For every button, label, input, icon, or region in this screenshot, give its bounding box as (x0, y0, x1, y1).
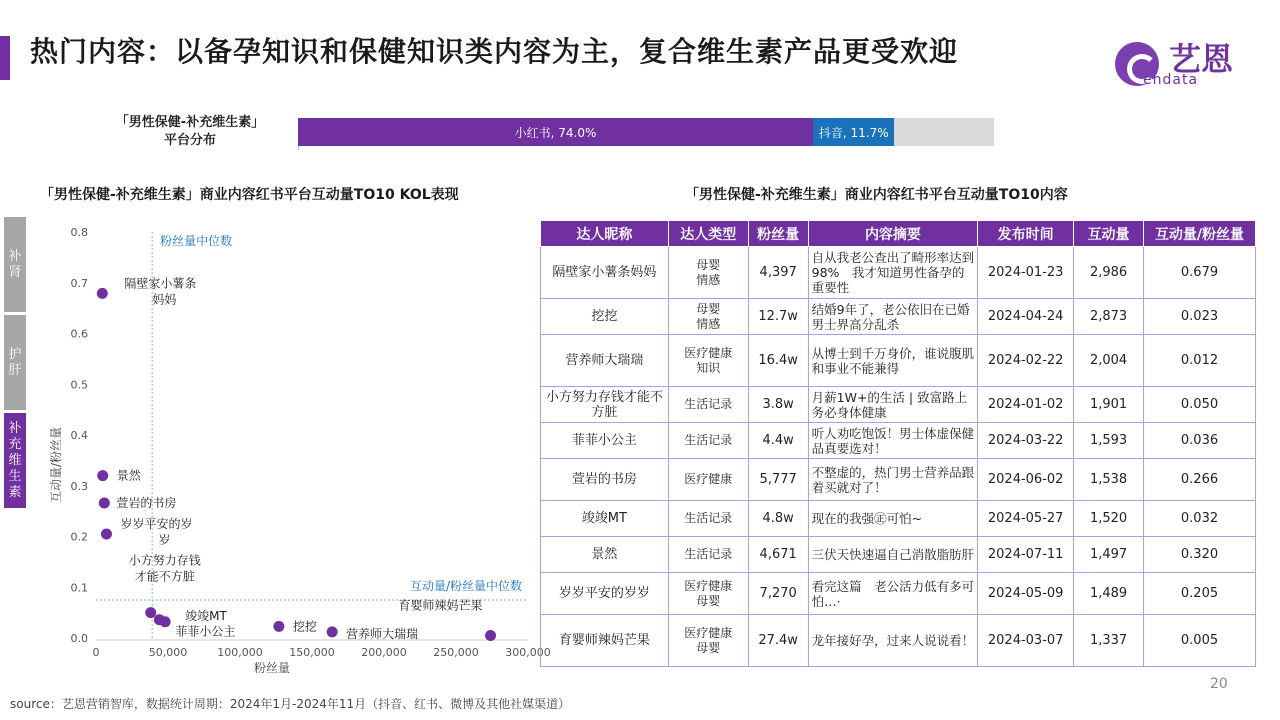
table-cell: 2024-01-23 (978, 247, 1074, 299)
table-cell: 2024-02-22 (978, 335, 1074, 387)
table-cell: 0.023 (1144, 299, 1256, 335)
table-cell: 0.205 (1144, 573, 1256, 615)
x-tick-label: 250,000 (433, 646, 479, 659)
side-tab-1[interactable] (4, 315, 26, 410)
table-cell: 生活记录 (668, 501, 748, 537)
x-axis-title: 粉丝量 (253, 661, 291, 675)
data-point (145, 607, 156, 618)
x-tick-label: 150,000 (289, 646, 335, 659)
table-cell: 萱岩的书房 (541, 459, 669, 501)
table-cell: 医疗健康 知识 (668, 335, 748, 387)
table-cell: 岁岁平安的岁岁 (541, 573, 669, 615)
y-tick-label: 0.7 (70, 276, 88, 290)
table-cell: 2,004 (1074, 335, 1144, 387)
page-title: 热门内容：以备孕知识和保健知识类内容为主，复合维生素产品更受欢迎 (30, 35, 959, 68)
side-tab-label: 护 肝 (8, 346, 22, 378)
x-tick-label: 200,000 (361, 646, 407, 659)
table-cell: 4,397 (748, 247, 808, 299)
data-point-label: 挖挖 (292, 619, 317, 634)
table-cell: 看完这篇 老公活力低有多可怕…· (808, 573, 978, 615)
table-cell: 2024-03-22 (978, 423, 1074, 459)
data-point (485, 630, 496, 641)
table-cell: 龙年接好孕，过来人说说看！ (808, 615, 978, 667)
table-row (541, 537, 1256, 573)
table-cell: 4.4w (748, 423, 808, 459)
logo-text-cn: 艺恩 (1169, 40, 1234, 78)
table-cell: 挖挖 (541, 299, 669, 335)
brand-logo (1115, 38, 1245, 90)
table-cell: 三伏天快速逼自己消散脂肪肝 (808, 537, 978, 573)
y-tick-label: 0.6 (70, 327, 88, 341)
table-header-cell: 内容摘要 (808, 221, 978, 247)
table-cell: 27.4w (748, 615, 808, 667)
y-axis-title: 互动量/粉丝量 (49, 426, 63, 504)
table-header-cell: 达人昵称 (541, 221, 669, 247)
table-cell: 母婴 情感 (668, 299, 748, 335)
table-header-cell: 达人类型 (668, 221, 748, 247)
table-row (541, 501, 1256, 537)
table-cell: 母婴 情感 (668, 247, 748, 299)
table-header-row (541, 221, 1256, 247)
platform-segment-1: 抖音, 11.7% (813, 118, 894, 146)
table-cell: 0.012 (1144, 335, 1256, 387)
table-cell: 医疗健康 (668, 459, 748, 501)
table-cell: 2024-06-02 (978, 459, 1074, 501)
table-cell: 结婚9年了，老公依旧在已婚男士界高分乱杀 (808, 299, 978, 335)
table-row (541, 299, 1256, 335)
platform-segment-0: 小红书, 74.0% (298, 118, 813, 146)
table-cell: 0.032 (1144, 501, 1256, 537)
platform-distribution-label-line1: 「男性保健-补充维生素」 (115, 115, 265, 130)
x-tick-label: 50,000 (148, 646, 188, 659)
y-tick-label: 0.3 (70, 479, 88, 493)
table-cell: 2024-05-27 (978, 501, 1074, 537)
table-cell: 自从我老公查出了畸形率达到98% 我才知道男性备孕的重要性 (808, 247, 978, 299)
table-cell: 0.050 (1144, 387, 1256, 423)
table-cell: 2,986 (1074, 247, 1144, 299)
table-cell: 营养师大瑞瑞 (541, 335, 669, 387)
table-cell: 16.4w (748, 335, 808, 387)
table-cell: 育婴师辣妈芒果 (541, 615, 669, 667)
table-row (541, 573, 1256, 615)
platform-distribution-bar (298, 118, 994, 146)
data-point-label: 小方努力存钱 (128, 553, 201, 568)
table-cell: 3.8w (748, 387, 808, 423)
table-cell: 2024-05-09 (978, 573, 1074, 615)
table-cell: 0.679 (1144, 247, 1256, 299)
table-cell: 生活记录 (668, 387, 748, 423)
table-row (541, 335, 1256, 387)
x-tick-label: 300,000 (505, 646, 551, 659)
platform-distribution-label (80, 114, 300, 150)
median-y-label: 互动量/粉丝量中位数 (409, 578, 522, 593)
table-row (541, 459, 1256, 501)
table-cell: 不整虚的，热门男士营养品跟着买就对了！ (808, 459, 978, 501)
data-point-label: 岁 (158, 532, 171, 547)
table-cell: 生活记录 (668, 423, 748, 459)
table-cell: 竣竣MT (541, 501, 669, 537)
table-row (541, 615, 1256, 667)
data-point (101, 528, 112, 539)
source-note: source：艺恩营销智库，数据统计周期：2024年1月-2024年11月（抖音、红书、微博及其他社媒渠道） (10, 697, 571, 711)
y-tick-label: 0.0 (70, 632, 88, 645)
table-cell: 景然 (541, 537, 669, 573)
data-point (97, 470, 108, 481)
table-cell: 隔壁家小薯条妈妈 (541, 247, 669, 299)
table-header-cell: 互动量/粉丝量 (1144, 221, 1256, 247)
table-cell: 从博士到千万身价，谁说腹肌和事业不能兼得 (808, 335, 978, 387)
table-cell: 生活记录 (668, 537, 748, 573)
table-cell: 7,270 (748, 573, 808, 615)
table-cell: 2,873 (1074, 299, 1144, 335)
side-tab-2[interactable] (4, 413, 26, 508)
data-point-label: 育婴师辣妈芒果 (398, 598, 483, 613)
table-cell: 1,538 (1074, 459, 1144, 501)
title-accent-bar (0, 36, 10, 80)
table-cell: 2024-01-02 (978, 387, 1074, 423)
y-tick-label: 0.4 (70, 429, 88, 442)
table-row (541, 387, 1256, 423)
table-cell: 2024-04-24 (978, 299, 1074, 335)
side-tab-label: 补 充 维 生 素 (8, 420, 22, 500)
table-header-cell: 发布时间 (978, 221, 1074, 247)
table-row (541, 247, 1256, 299)
table-cell: 12.7w (748, 299, 808, 335)
table-cell: 医疗健康 母婴 (668, 573, 748, 615)
table-cell: 现在的我强㊣可怕~ (808, 501, 978, 537)
data-point-label: 营养师大瑞瑞 (346, 626, 419, 641)
data-point-label: 菲菲小公主 (175, 624, 236, 639)
data-point-label: 岁岁平安的岁 (120, 516, 193, 531)
table-header-cell: 粉丝量 (748, 221, 808, 247)
table-cell: 1,489 (1074, 573, 1144, 615)
logo-text-en: endata (1143, 72, 1199, 88)
table-cell: 1,337 (1074, 615, 1144, 667)
table-cell: 0.005 (1144, 615, 1256, 667)
data-point-label: 才能不方脏 (134, 569, 195, 584)
data-point (97, 288, 108, 299)
side-tab-label: 补 肾 (8, 248, 22, 280)
data-point (154, 614, 165, 625)
data-point-label: 景然 (116, 468, 141, 483)
data-point-label: 隔壁家小薯条 (124, 276, 197, 291)
table-cell: 2024-03-07 (978, 615, 1074, 667)
table-header-cell: 互动量 (1074, 221, 1144, 247)
side-tab-0[interactable] (4, 217, 26, 312)
table-title: 「男性保健-补充维生素」商业内容红书平台互动量TO10内容 (685, 187, 1068, 203)
table-cell: 4.8w (748, 501, 808, 537)
data-point-label: 萱岩的书房 (116, 496, 177, 511)
table-cell: 听人劝吃饱饭！男士体虚保健品真要选对！ (808, 423, 978, 459)
table-cell: 1,497 (1074, 537, 1144, 573)
median-x-label: 粉丝量中位数 (160, 234, 233, 248)
data-point-label: 竣竣MT (185, 608, 227, 623)
data-point (327, 626, 338, 637)
table-row (541, 423, 1256, 459)
data-point (99, 498, 110, 509)
table-cell: 菲菲小公主 (541, 423, 669, 459)
y-tick-label: 0.5 (70, 378, 88, 392)
table-cell: 0.320 (1144, 537, 1256, 573)
data-point (273, 621, 284, 632)
x-tick-label: 100,000 (217, 646, 263, 659)
data-point-label: 妈妈 (152, 292, 177, 307)
table-cell: 小方努力存钱才能不方脏 (541, 387, 669, 423)
page-number: 20 (1210, 676, 1228, 692)
y-tick-label: 0.8 (70, 226, 88, 239)
x-tick-label: 0 (92, 646, 100, 659)
table-cell: 0.266 (1144, 459, 1256, 501)
platform-distribution-axis (298, 146, 994, 150)
category-side-tabs (4, 217, 26, 511)
y-tick-label: 0.1 (70, 581, 88, 595)
table-cell: 月薪1W+的生活 | 致富路上务必身体健康 (808, 387, 978, 423)
table-cell: 0.036 (1144, 423, 1256, 459)
table-cell: 1,901 (1074, 387, 1144, 423)
table-cell: 1,593 (1074, 423, 1144, 459)
table-cell: 5,777 (748, 459, 808, 501)
kol-scatter-chart (40, 220, 551, 680)
platform-distribution-label-line2: 平台分布 (163, 133, 216, 148)
chart-title: 「男性保健-补充维生素」商业内容红书平台互动量TO10 KOL表现 (40, 187, 459, 203)
top10-content-table (540, 220, 1256, 667)
table-cell: 2024-07-11 (978, 537, 1074, 573)
y-tick-label: 0.2 (70, 530, 88, 544)
table-cell: 4,671 (748, 537, 808, 573)
table-cell: 1,520 (1074, 501, 1144, 537)
table-cell: 医疗健康 母婴 (668, 615, 748, 667)
